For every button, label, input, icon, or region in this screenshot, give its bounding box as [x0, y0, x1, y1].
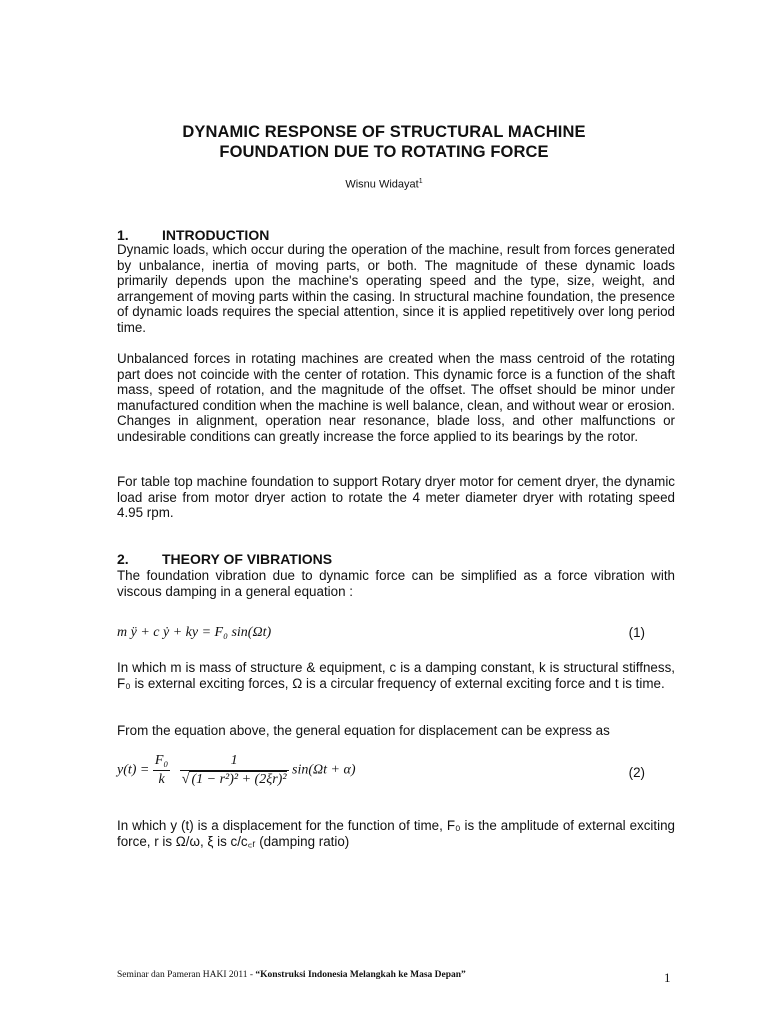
equation-1-number: (1): [628, 625, 645, 640]
theory-paragraph-2: In which m is mass of structure & equipment, c is a damping constant, k is structural stiffness, F₀ is external exciting forces, Ω is a circular frequency of external exciting force and t is time.: [117, 660, 675, 691]
section-1-heading: [117, 227, 269, 243]
intro-paragraph-2: Unbalanced forces in rotating machines are created when the mass centroid of the rotating part does not coincide with the center of rotation. This dynamic force is a function of the shaft mass, speed of rotation, and the magnitude of the offset. The offset should be minor under manufactured condition when the machine is well balance, clean, and without wear or erosion. Changes in alignment, operation near resonance, blade loss, and other malfunctions or undesirable conditions can greatly increase the force applied to its bearings by the rotor.: [117, 351, 675, 444]
equation-2-number: (2): [628, 765, 645, 780]
theory-paragraph-1: The foundation vibration due to dynamic force can be simplified as a force vibration with viscous damping in a general equation :: [117, 568, 675, 599]
page-number: 1: [664, 970, 671, 985]
intro-paragraph-1: Dynamic loads, which occur during the operation of the machine, result from forces generated by unbalance, inertia of moving parts, or both. The magnitude of these dynamic loads primarily depends upon the machine's operating speed and the type, size, weight, and arrangement of moving parts within the casing. In structural machine foundation, the presence of dynamic loads requires the special attention, since it is applied repetitively over long period time.: [117, 242, 675, 335]
equation-2-frac2-numerator: 1: [180, 752, 289, 771]
equation-1: m ÿ + c ẏ + ky = F₀ sin(Ωt): [117, 625, 272, 640]
theory-paragraph-4: In which y (t) is a displacement for the function of time, F₀ is the amplitude of external exciting force, r is Ω/ω, ξ is c/c꜀ᵣ (damping ratio): [117, 818, 675, 849]
equation-2-frac1-denominator: k: [158, 772, 165, 787]
theory-paragraph-3: From the equation above, the general equation for displacement can be express as: [117, 723, 610, 738]
paper-title-line-1: DYNAMIC RESPONSE OF STRUCTURAL MACHINE: [182, 123, 586, 141]
section-2-number: 2.: [117, 551, 129, 567]
equation-2-frac1-numerator: F₀: [153, 752, 170, 771]
author-affiliation-mark: 1: [418, 178, 423, 185]
section-2-title: THEORY OF VIBRATIONS: [162, 551, 333, 567]
equation-2-frac2-denominator: √ (1 − r²)² + (2ξr)²: [181, 772, 287, 787]
footer-seminar-name: Seminar dan Pameran HAKI 2011 -: [117, 970, 256, 980]
equation-2: [117, 752, 356, 789]
equation-2-fraction-amplification: [180, 752, 289, 789]
paper-title-line-2: FOUNDATION DUE TO ROTATING FORCE: [219, 143, 549, 161]
section-1-title: INTRODUCTION: [162, 227, 270, 243]
footer-theme: “Konstruksi Indonesia Melangkah ke Masa Depan”: [255, 970, 466, 980]
author: [0, 178, 768, 191]
section-1-number: 1.: [117, 227, 129, 243]
intro-paragraph-3: For table top machine foundation to support Rotary dryer motor for cement dryer, the dynamic load arise from motor dryer action to rotate the 4 meter diameter dryer with rotating speed 4.95 rpm.: [117, 474, 675, 521]
equation-2-sqrt-radicand: (1 − r²)² + (2ξr)²: [191, 772, 287, 787]
page-footer: [117, 970, 466, 980]
equation-2-fraction-force-stiffness: [153, 752, 170, 789]
equation-2-rhs: sin(Ωt + α): [292, 762, 356, 778]
section-2-heading: [117, 551, 332, 567]
author-name: Wisnu Widayat: [345, 178, 419, 191]
equation-2-lhs: y(t) =: [117, 762, 150, 778]
